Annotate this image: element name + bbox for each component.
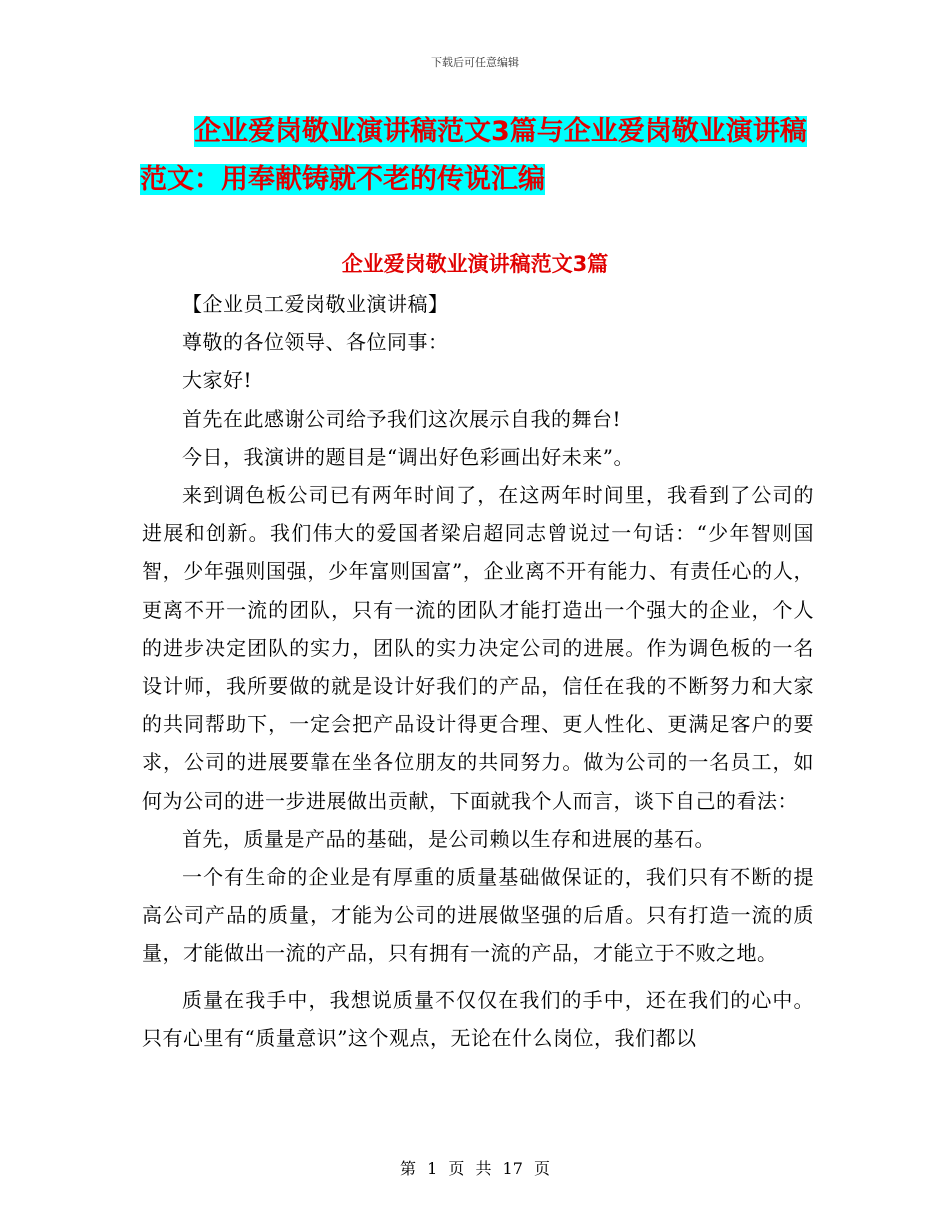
paragraph: 来到调色板公司已有两年时间了，在这两年时间里，我看到了公司的进展和创新。我们伟大的爱国者梁启超同志曾说过一句话：“少年智则国智，少年强则国强，少年富则国富”，企业离不开有能力、有责任心的人，更离不开一流的团队，只有一流的团队才能打造出一个强大的企业，个人的进步决定团队的实力，团队的实力决定公司的进展。作为调色板的一名设计师，我所要做的就是设计好我们的产品，信任在我的不断努力和大家的共同帮助下，一定会把产品设计得更合理、更人性化、更满足客户的要求，公司的进展要靠在坐各位朋友的共同努力。做为公司的一名员工，如何为公司的进一步进展做出贡献，下面就我个人而言，谈下自己的看法： [142,483,814,813]
document-body [142,285,814,1057]
header-note: 下载后可任意编辑 [431,56,519,69]
paragraph: 质量在我手中，我想说质量不仅仅在我们的手中，还在我们的心中。只有心里有“质量意识”这个观点，无论在什么岗位，我们都以 [142,987,814,1050]
paragraph: 大家好! [182,368,253,393]
document-title-text: 企业爱岗敬业演讲稿范文3篇与企业爱岗敬业演讲稿范文：用奉献铸就不老的传说汇编 [140,116,807,195]
paragraph: 首先在此感谢公司给予我们这次展示自我的舞台! [182,406,622,431]
paragraph: 首先，质量是产品的基础，是公司赖以生存和进展的基石。 [182,826,715,851]
paragraph: 今日，我演讲的题目是“调出好色彩画出好未来”。 [182,444,634,469]
page-footer: 第 1 页 共 17 页 [400,1159,550,1178]
paragraph: 一个有生命的企业是有厚重的质量基础做保证的，我们只有不断的提高公司产品的质量，才能为公司的进展做坚强的后盾。只有打造一流的质量，才能做出一流的产品，只有拥有一流的产品，才能立于不败之地。 [142,865,814,966]
section-title: 企业爱岗敬业演讲稿范文3篇 [341,252,609,276]
document-title [140,108,820,204]
paragraph: 【企业员工爱岗敬业演讲稿】 [182,292,449,316]
paragraph: 尊敬的各位领导、各位同事： [182,330,449,355]
